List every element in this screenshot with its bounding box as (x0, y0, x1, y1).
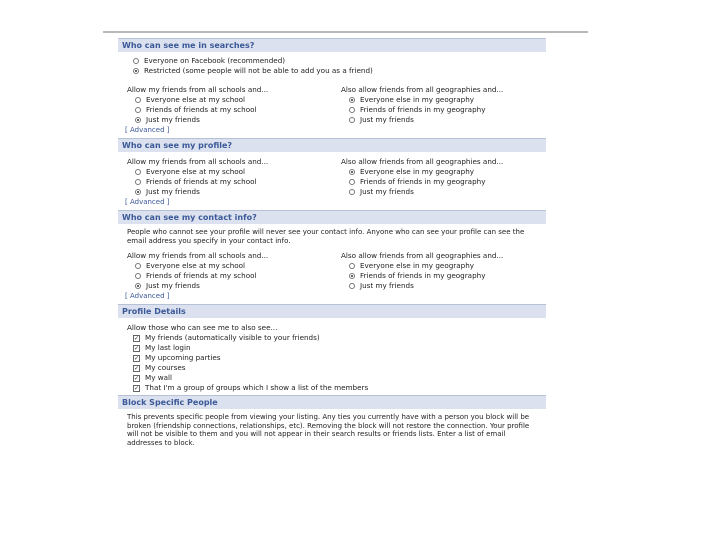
school-option-friends[interactable] (118, 115, 332, 125)
radio-button-selected[interactable] (349, 97, 355, 103)
radio-button-selected[interactable] (349, 169, 355, 175)
profile-columns (118, 156, 546, 197)
details-section (118, 318, 546, 395)
option-label: Just my friends (360, 115, 414, 124)
contact-columns (118, 250, 546, 291)
option-label: Everyone on Facebook (recommended) (144, 56, 286, 65)
geo-option-fof[interactable] (332, 271, 546, 281)
geo-option-everyone[interactable] (332, 95, 546, 105)
checkbox-checked[interactable]: ✓ (134, 364, 140, 372)
checkbox-checked[interactable]: ✓ (134, 344, 140, 352)
option-label: Friends of friends at my school (146, 271, 257, 280)
searches-columns (118, 84, 546, 125)
option-label: Just my friends (146, 187, 200, 196)
option-label: Everyone else at my school (146, 167, 246, 176)
school-option-friends[interactable] (118, 281, 332, 291)
option-label: Friends of friends in my geography (360, 105, 486, 114)
radio-button[interactable] (349, 263, 355, 269)
school-option-fof[interactable] (118, 177, 332, 187)
school-option-everyone[interactable] (118, 261, 332, 271)
search-option-everyone[interactable] (118, 56, 546, 66)
geo-option-everyone[interactable] (332, 167, 546, 177)
privacy-settings-panel (118, 38, 546, 540)
option-label: Friends of friends at my school (146, 105, 257, 114)
details-section-title: Profile Details (118, 304, 546, 318)
checkbox-checked[interactable]: ✓ (134, 384, 140, 392)
option-label: Everyone else in my geography (360, 167, 475, 176)
radio-button[interactable] (135, 97, 141, 103)
radio-button-selected[interactable] (135, 117, 141, 123)
geo-option-friends[interactable] (332, 187, 546, 197)
item-label: My last login (145, 343, 191, 352)
item-label: My friends (automatically visible to your friends) (145, 333, 320, 342)
geography-heading: Also allow friends from all geographies and... (341, 85, 504, 94)
geo-option-friends[interactable] (332, 281, 546, 291)
detail-item-parties[interactable] (118, 353, 546, 363)
contact-section-title: Who can see my contact info? (118, 210, 546, 224)
searches-section (118, 52, 546, 138)
search-option-restricted[interactable] (118, 66, 546, 76)
geography-column (332, 250, 546, 291)
radio-button[interactable] (133, 58, 139, 64)
geography-heading: Also allow friends from all geographies and... (341, 157, 504, 166)
option-label: Everyone else in my geography (360, 95, 475, 104)
detail-item-wall[interactable] (118, 373, 546, 383)
radio-button[interactable] (135, 179, 141, 185)
radio-button[interactable] (349, 179, 355, 185)
school-option-friends[interactable] (118, 187, 332, 197)
geography-column (332, 156, 546, 197)
radio-button[interactable] (135, 263, 141, 269)
details-intro: Allow those who can see me to also see... (127, 323, 278, 332)
school-option-everyone[interactable] (118, 167, 332, 177)
checkbox-checked[interactable]: ✓ (134, 374, 140, 382)
geo-option-fof[interactable] (332, 177, 546, 187)
option-label: Just my friends (146, 281, 200, 290)
option-label: Everyone else at my school (146, 95, 246, 104)
detail-item-last-login[interactable] (118, 343, 546, 353)
searches-section-title: Who can see me in searches? (118, 38, 546, 52)
geo-option-friends[interactable] (332, 115, 546, 125)
option-label: Friends of friends in my geography (360, 271, 486, 280)
detail-item-groups[interactable] (118, 383, 546, 393)
radio-button-selected[interactable] (349, 273, 355, 279)
detail-item-friends[interactable] (118, 333, 546, 343)
radio-button[interactable] (349, 189, 355, 195)
checkbox-checked[interactable]: ✓ (134, 334, 140, 342)
schools-heading: Allow my friends from all schools and... (127, 157, 269, 166)
radio-button[interactable] (135, 273, 141, 279)
option-label: Just my friends (360, 281, 414, 290)
radio-button-selected[interactable] (135, 189, 141, 195)
option-label: Just my friends (360, 187, 414, 196)
geography-heading: Also allow friends from all geographies and... (341, 251, 504, 260)
block-section (118, 409, 546, 449)
radio-button[interactable] (135, 169, 141, 175)
profile-section-title: Who can see my profile? (118, 138, 546, 152)
advanced-link[interactable]: [ Advanced ] (125, 292, 170, 300)
advanced-link[interactable]: [ Advanced ] (125, 198, 170, 206)
option-label: Everyone else in my geography (360, 261, 475, 270)
advanced-link[interactable]: [ Advanced ] (125, 126, 170, 134)
geography-column (332, 84, 546, 125)
detail-item-courses[interactable] (118, 363, 546, 373)
option-label: Friends of friends in my geography (360, 177, 486, 186)
schools-column (118, 156, 332, 197)
radio-button[interactable] (349, 117, 355, 123)
block-section-title: Block Specific People (118, 395, 546, 409)
radio-button[interactable] (135, 107, 141, 113)
option-label: Friends of friends at my school (146, 177, 257, 186)
school-option-fof[interactable] (118, 105, 332, 115)
option-label: Restricted (some people will not be able to add you as a friend) (144, 66, 373, 75)
schools-heading: Allow my friends from all schools and... (127, 85, 269, 94)
item-label: My courses (145, 363, 186, 372)
school-option-everyone[interactable] (118, 95, 332, 105)
checkbox-checked[interactable]: ✓ (134, 354, 140, 362)
contact-section (118, 224, 546, 304)
radio-button[interactable] (349, 283, 355, 289)
option-label: Just my friends (146, 115, 200, 124)
schools-column (118, 84, 332, 125)
block-description: This prevents specific people from viewing your listing. Any ties you currently have with a person you block will be broken (friendship connections, relationships, etc). Removing the block will not restore the connection. Your profile will not be visible to them and you will not appear in their search results or friends lists. Enter a list of email addresses to block. (127, 413, 530, 447)
school-option-fof[interactable] (118, 271, 332, 281)
contact-description: People who cannot see your profile will never see your contact info. Anyone who can see your profile can see the email address you specify in your contact info. (127, 228, 525, 245)
radio-button[interactable] (349, 107, 355, 113)
option-label: Everyone else at my school (146, 261, 246, 270)
profile-section (118, 152, 546, 210)
top-divider (103, 31, 588, 33)
geo-option-everyone[interactable] (332, 261, 546, 271)
item-label: My upcoming parties (145, 353, 221, 362)
radio-button-selected[interactable] (133, 68, 139, 74)
radio-button-selected[interactable] (135, 283, 141, 289)
schools-heading: Allow my friends from all schools and... (127, 251, 269, 260)
schools-column (118, 250, 332, 291)
spacer (118, 76, 546, 84)
item-label: That I'm a group of groups which I show a list of the members (145, 383, 369, 392)
geo-option-fof[interactable] (332, 105, 546, 115)
item-label: My wall (145, 373, 173, 382)
